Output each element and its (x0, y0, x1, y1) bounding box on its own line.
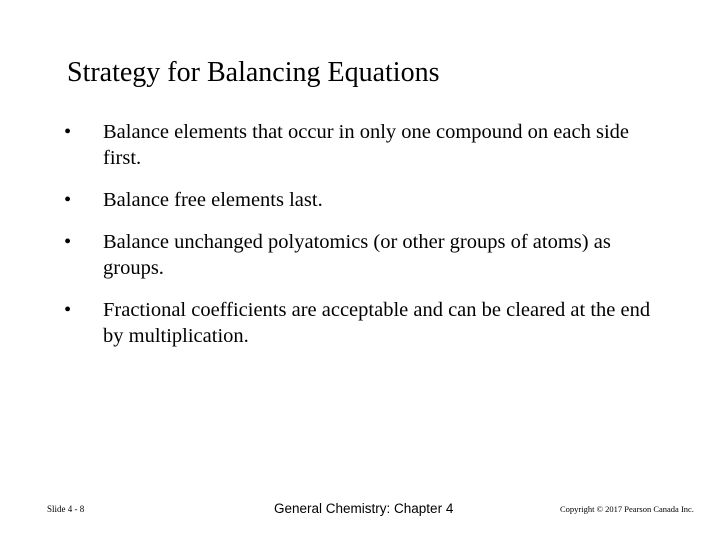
bullet-marker: • (64, 121, 72, 143)
bullet-list (64, 119, 664, 365)
bullet-item-1 (64, 119, 664, 171)
chapter-footer: General Chemistry: Chapter 4 (274, 501, 454, 516)
slide-number: Slide 4 - 8 (47, 504, 85, 514)
copyright-notice: Copyright © 2017 Pearson Canada Inc. (560, 504, 694, 514)
bullet-item-4 (64, 297, 664, 349)
bullet-text: Balance free elements last. (103, 189, 323, 211)
bullet-text: Fractional coefficients are acceptable and can be cleared at the end by multiplication. (103, 299, 651, 347)
bullet-text: Balance unchanged polyatomics (or other groups of atoms) as groups. (103, 231, 611, 279)
bullet-marker: • (64, 231, 72, 253)
bullet-item-3 (64, 229, 664, 281)
bullet-marker: • (64, 299, 72, 321)
slide-title: Strategy for Balancing Equations (67, 57, 440, 88)
bullet-item-2 (64, 187, 664, 213)
bullet-text: Balance elements that occur in only one compound on each side first. (103, 121, 629, 169)
bullet-marker: • (64, 189, 72, 211)
